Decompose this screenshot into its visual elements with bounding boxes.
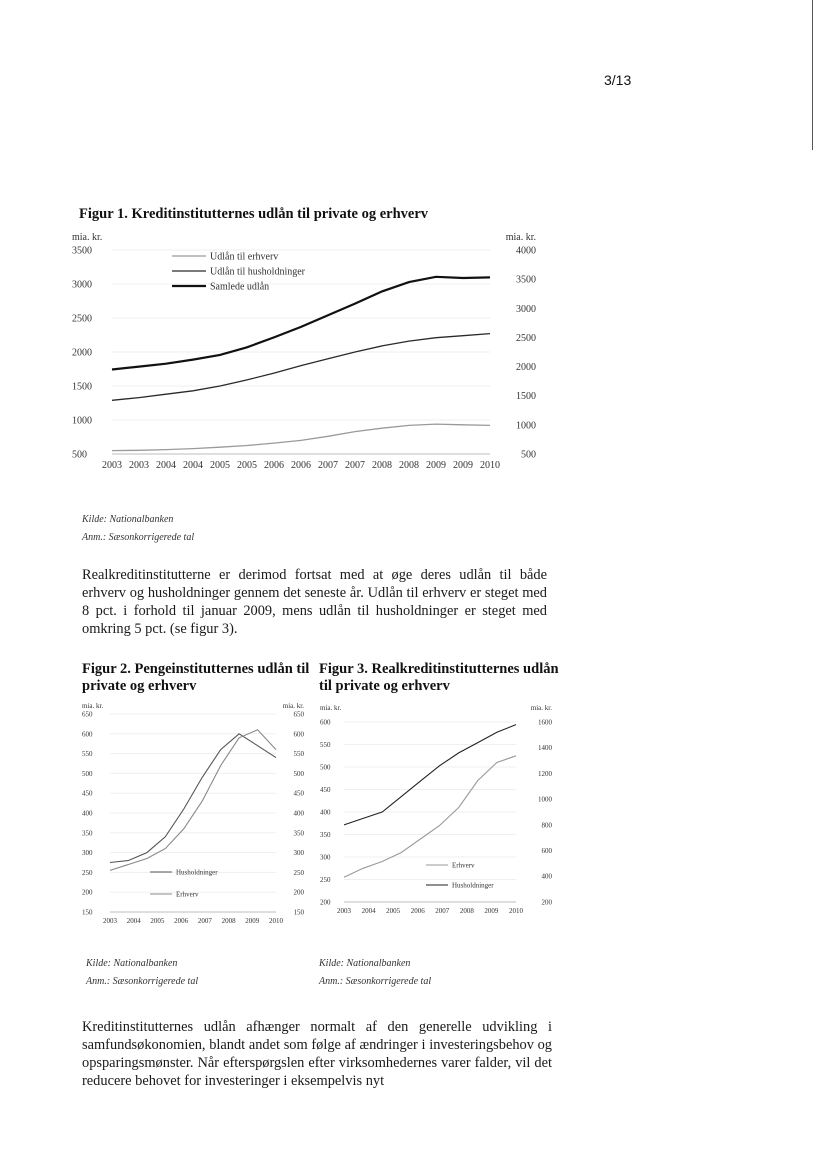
paragraph-2: Kreditinstitutternes udlån afhænger normalt af den generelle udvikling i samfundsøkonomien, blandt andet som følge af ændringer i investeringsbehov og opsparingsmønster. Når efterspørgslen efter virksomhedernes varer falder, vil det reducere behovet for investeringer i eksempelvis nyt: [82, 1019, 552, 1089]
fig2-x-tick-label: 2005: [150, 917, 165, 925]
figure1-chart: [70, 226, 540, 484]
fig1-series-udlån-til-husholdninger-line: [112, 334, 490, 401]
fig2-right-tick-label: 650: [293, 710, 304, 719]
fig3-right-tick-label: 1600: [538, 718, 552, 727]
fig2-right-tick-label: 200: [293, 888, 304, 897]
fig2-left-tick-label: 250: [82, 868, 93, 877]
fig1-right-tick-label: 3000: [516, 303, 536, 315]
fig2-right-tick-label: 500: [293, 769, 304, 778]
fig1-left-tick-label: 1500: [72, 381, 92, 393]
fig2-right-tick-label: 400: [293, 809, 304, 818]
fig1-right-tick-label: 2500: [516, 332, 536, 344]
fig3-x-tick-label: 2004: [361, 907, 376, 915]
fig1-series-udlån-til-erhverv-line: [112, 424, 490, 451]
fig2-left-tick-label: 200: [82, 888, 93, 897]
fig3-x-tick-label: 2005: [386, 907, 401, 915]
fig1-x-tick-label: 2005: [237, 460, 257, 471]
fig2-left-tick-label: 450: [82, 789, 93, 798]
fig1-x-tick-label: 2007: [345, 460, 365, 471]
fig2-left-tick-label: 600: [82, 730, 93, 739]
fig2-right-axis-label: mia. kr.: [282, 702, 304, 710]
fig1-left-tick-label: 2000: [72, 347, 92, 359]
fig2-left-axis-label: mia. kr.: [82, 702, 104, 710]
fig1-right-tick-label: 3500: [516, 274, 536, 286]
fig1-legend-label: Udlån til husholdninger: [210, 266, 305, 278]
fig3-series-husholdninger-line: [344, 725, 516, 825]
fig1-x-tick-label: 2007: [318, 460, 338, 471]
fig1-left-tick-label: 500: [72, 449, 87, 461]
fig3-right-tick-label: 400: [541, 872, 552, 881]
fig3-right-tick-label: 1000: [538, 795, 552, 804]
fig3-left-tick-label: 200: [320, 898, 331, 907]
fig3-left-tick-label: 250: [320, 875, 331, 884]
fig1-legend-label: Udlån til erhverv: [210, 251, 279, 263]
fig2-right-tick-label: 300: [293, 849, 304, 858]
fig1-legend-label: Samlede udlån: [210, 281, 270, 293]
fig2-right-tick-label: 600: [293, 730, 304, 739]
fig1-series-samlede-udlån-line: [112, 277, 490, 370]
fig3-x-tick-label: 2007: [435, 907, 450, 915]
fig1-left-tick-label: 3000: [72, 279, 92, 291]
fig2-left-tick-label: 650: [82, 710, 93, 719]
fig1-x-tick-label: 2004: [183, 460, 203, 471]
figure2-note: Anm.: Sæsonkorrigerede tal: [86, 976, 199, 987]
fig2-x-tick-label: 2004: [126, 917, 141, 925]
fig2-right-tick-label: 550: [293, 750, 304, 759]
fig3-left-tick-label: 550: [320, 740, 331, 749]
fig3-x-tick-label: 2003: [337, 907, 351, 915]
fig1-x-tick-label: 2006: [291, 460, 311, 471]
figure3-chart: [318, 700, 554, 922]
fig2-x-tick-label: 2008: [221, 917, 236, 925]
figure2-source-block: [86, 955, 198, 991]
figure1-note: Anm.: Sæsonkorrigerede tal: [82, 532, 195, 543]
figure3-title: Figur 3. Realkreditinstitutternes udlån til private og erhverv: [319, 661, 559, 694]
fig2-right-tick-label: 250: [293, 868, 304, 877]
fig3-right-tick-label: 1200: [538, 769, 552, 778]
fig3-x-tick-label: 2009: [484, 907, 499, 915]
fig2-left-tick-label: 500: [82, 769, 93, 778]
fig3-right-tick-label: 600: [541, 847, 552, 856]
fig3-left-tick-label: 600: [320, 718, 331, 727]
fig2-right-tick-label: 350: [293, 829, 304, 838]
fig2-x-tick-label: 2009: [245, 917, 260, 925]
fig1-x-tick-label: 2006: [264, 460, 284, 471]
fig3-left-tick-label: 400: [320, 808, 331, 817]
figure3-note: Anm.: Sæsonkorrigerede tal: [319, 976, 432, 987]
fig2-x-tick-label: 2007: [197, 917, 212, 925]
fig2-legend-label: Husholdninger: [176, 868, 218, 877]
figure2-source: Kilde: Nationalbanken: [86, 958, 178, 969]
fig3-x-tick-label: 2008: [459, 907, 474, 915]
fig3-right-tick-label: 200: [541, 898, 552, 907]
fig1-x-tick-label: 2010: [480, 460, 500, 471]
fig1-right-tick-label: 500: [521, 449, 536, 461]
fig2-legend-label: Erhverv: [176, 890, 199, 899]
fig3-x-tick-label: 2010: [509, 907, 523, 915]
figure2-title: Figur 2. Pengeinstitutternes udlån til private og erhverv: [82, 661, 310, 694]
fig1-left-axis-label: mia. kr.: [72, 232, 103, 243]
fig2-right-tick-label: 150: [293, 908, 304, 917]
page-number: 3/13: [604, 72, 632, 88]
figure2-chart: [80, 700, 306, 934]
fig1-right-tick-label: 1500: [516, 391, 536, 403]
paragraph-1: Realkreditinstitutterne er derimod fortsat med at øge deres udlån til både erhverv og husholdninger gennem det seneste år. Udlån til erhverv er steget med 8 pct. i forhold til januar 2009, mens udlån til husholdninger er steget med omkring 5 pct. (se figur 3).: [82, 567, 547, 637]
fig3-x-tick-label: 2006: [410, 907, 425, 915]
fig2-x-tick-label: 2006: [174, 917, 189, 925]
fig2-series-erhverv-line: [110, 730, 276, 871]
fig2-left-tick-label: 550: [82, 750, 93, 759]
fig1-left-tick-label: 1000: [72, 415, 92, 427]
fig2-left-tick-label: 300: [82, 849, 93, 858]
figure3-source: Kilde: Nationalbanken: [319, 958, 411, 969]
fig2-left-tick-label: 400: [82, 809, 93, 818]
fig2-left-tick-label: 350: [82, 829, 93, 838]
fig2-right-tick-label: 450: [293, 789, 304, 798]
fig1-x-tick-label: 2008: [372, 460, 392, 471]
fig1-x-tick-label: 2009: [453, 460, 473, 471]
fig3-legend-label: Husholdninger: [452, 881, 494, 890]
fig1-x-tick-label: 2003: [129, 460, 149, 471]
fig1-x-tick-label: 2009: [426, 460, 446, 471]
fig1-x-tick-label: 2003: [102, 460, 122, 471]
fig1-x-tick-label: 2008: [399, 460, 419, 471]
figure1-source-block: [82, 511, 194, 547]
fig3-right-axis-label: mia. kr.: [530, 704, 552, 712]
fig3-left-tick-label: 350: [320, 830, 331, 839]
fig1-right-tick-label: 2000: [516, 362, 536, 374]
fig1-right-axis-label: mia. kr.: [505, 232, 536, 243]
figure3-source-block: [319, 955, 431, 991]
page-edge-line: [812, 0, 813, 150]
fig3-left-tick-label: 500: [320, 763, 331, 772]
fig3-left-axis-label: mia. kr.: [320, 704, 342, 712]
fig1-left-tick-label: 3500: [72, 245, 92, 257]
fig1-x-tick-label: 2004: [156, 460, 176, 471]
fig3-right-tick-label: 1400: [538, 744, 552, 753]
figure1-source: Kilde: Nationalbanken: [82, 514, 174, 525]
fig3-legend-label: Erhverv: [452, 861, 475, 870]
fig2-x-tick-label: 2010: [269, 917, 283, 925]
fig3-left-tick-label: 300: [320, 853, 331, 862]
fig1-right-tick-label: 1000: [516, 420, 536, 432]
fig3-right-tick-label: 800: [541, 821, 552, 830]
fig1-right-tick-label: 4000: [516, 245, 536, 257]
fig3-left-tick-label: 450: [320, 785, 331, 794]
figure1-title: Figur 1. Kreditinstitutternes udlån til private og erhverv: [79, 206, 429, 222]
fig2-x-tick-label: 2003: [103, 917, 117, 925]
fig1-left-tick-label: 2500: [72, 313, 92, 325]
fig2-left-tick-label: 150: [82, 908, 93, 917]
fig1-x-tick-label: 2005: [210, 460, 230, 471]
